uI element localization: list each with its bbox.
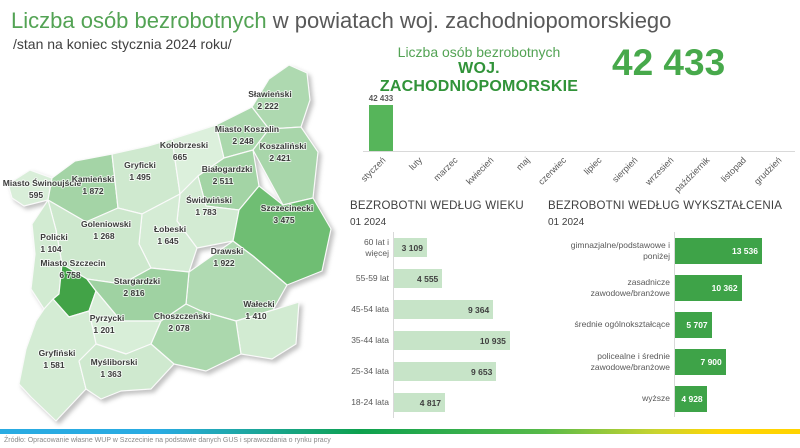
county-label: Szczecinecki (260, 203, 314, 213)
month-tick-label: październik (672, 155, 713, 195)
age-row (350, 325, 532, 356)
month-cell (579, 95, 615, 151)
age-row (350, 263, 532, 294)
county-value: 1 410 (245, 311, 267, 321)
county-value: 1 783 (195, 207, 217, 217)
county-label: Goleniowski (80, 219, 132, 229)
county-value: 2 816 (123, 288, 145, 298)
age-bar-zone (393, 232, 532, 263)
age-row (350, 294, 532, 325)
education-bar-value: 7 900 (700, 356, 722, 367)
county-label: Drawski (210, 246, 244, 256)
education-row (548, 232, 798, 269)
region-summary-label: Liczba osób bezrobotnych (397, 44, 561, 60)
month-tick-label: lipiec (582, 155, 605, 177)
month-tick-label: listopad (719, 155, 749, 185)
age-bar (394, 269, 442, 288)
monthly-chart (359, 94, 795, 197)
month-tick-label: sierpień (610, 155, 641, 185)
month-tick (464, 152, 507, 196)
education-bar-value: 10 362 (711, 282, 738, 293)
county-value: 665 (172, 152, 188, 162)
county-value: 1 581 (43, 360, 65, 370)
monthly-axis-labels (359, 152, 795, 196)
county-label: Pyrzycki (89, 313, 125, 323)
month-cell (615, 95, 651, 151)
month-cell (651, 95, 687, 151)
county-label: Stargardzki (113, 276, 161, 286)
education-bar-zone (674, 269, 798, 306)
month-tick-label: maj (514, 155, 533, 173)
education-bar-zone (674, 343, 798, 380)
age-bar-value: 4 817 (419, 397, 442, 408)
age-bar (394, 238, 427, 257)
county-value: 1 872 (82, 186, 104, 196)
education-category-label: gimnazjalne/podstawowe i poniżej (570, 239, 670, 261)
county-label: Gryfiński (38, 348, 76, 358)
month-tick (432, 152, 471, 196)
age-bar-zone (393, 325, 532, 356)
month-cell (759, 95, 795, 151)
county-label: Myśliborski (90, 357, 138, 367)
education-bar-value: 4 928 (681, 393, 703, 404)
county-label: Miasto Świnoujście (2, 178, 82, 188)
age-bar-zone (393, 356, 532, 387)
county-value: 2 421 (269, 153, 291, 163)
age-category-label: 55-59 lat (355, 273, 389, 284)
education-category-label: zasadnicze zawodowe/branżowe (590, 276, 670, 298)
age-chart (350, 200, 532, 418)
county-value: 6 758 (59, 270, 81, 280)
age-row (350, 232, 532, 263)
age-row (350, 387, 532, 418)
footer-gradient-bar (0, 429, 800, 434)
age-bar (394, 331, 510, 350)
county-value: 2 511 (212, 176, 234, 186)
education-bar (675, 312, 712, 338)
county-value: 1 104 (40, 244, 62, 254)
month-cell (399, 95, 435, 151)
region-summary-region: WOJ. ZACHODNIOPOMORSKIE (379, 60, 579, 95)
education-bar-zone (674, 306, 798, 343)
month-tick-label: wrzesień (643, 155, 677, 188)
month-tick-label: kwiecień (464, 155, 497, 187)
county-label: Kamieński (71, 174, 115, 184)
county-value: 1 268 (93, 231, 115, 241)
education-bar (675, 238, 762, 264)
monthly-bar (369, 105, 393, 151)
source-note: Źródło: Opracowanie własne WUP w Szczecinie na podstawie danych GUS i sprawozdania o rynku pracy (4, 437, 331, 444)
county-label: Choszczeński (153, 311, 211, 321)
county-label: Wałecki (243, 299, 275, 309)
age-row (350, 356, 532, 387)
month-tick (719, 152, 759, 196)
education-row (548, 269, 798, 306)
page-title-accent: Liczba osób bezrobotnych (11, 8, 267, 33)
age-chart-title: BEZROBOTNI WEDŁUG WIEKU (350, 200, 524, 212)
county-map (0, 58, 340, 430)
education-bar-zone (674, 380, 798, 417)
county-value: 2 222 (257, 101, 279, 111)
month-tick-label: grudzień (752, 155, 785, 187)
education-row (548, 343, 798, 380)
month-tick (610, 152, 651, 196)
county-label: Policki (40, 232, 68, 242)
education-bar-value: 5 707 (686, 319, 708, 330)
education-bar (675, 349, 726, 375)
month-cell (723, 95, 759, 151)
county-label: Sławieński (248, 89, 292, 99)
county-value: 2 078 (168, 323, 190, 333)
month-tick (579, 152, 615, 196)
age-bar (394, 300, 493, 319)
month-cell (507, 95, 543, 151)
month-tick-label: marzec (432, 155, 461, 183)
education-bar (675, 386, 707, 412)
month-cell (435, 95, 471, 151)
county-value: 3 475 (273, 215, 295, 225)
month-cell (471, 95, 507, 151)
county-value: 2 248 (232, 136, 254, 146)
education-bar-value: 13 536 (731, 245, 758, 256)
county-value: 1 201 (93, 325, 115, 335)
county-label: Łobeski (153, 224, 187, 234)
education-category-label: wyższe (642, 393, 670, 404)
age-category-label: 45-54 lata (351, 304, 389, 315)
age-category-label: 60 lat i więcej (363, 236, 389, 258)
age-bar-value: 4 555 (417, 273, 439, 284)
month-tick (752, 152, 795, 196)
county-miasto-swinoujscie (8, 170, 52, 206)
age-chart-subtitle: 01 2024 (350, 217, 387, 228)
age-category-label: 35-44 lata (351, 335, 389, 346)
education-chart-subtitle: 01 2024 (548, 217, 585, 228)
monthly-bar-value: 42 433 (368, 94, 394, 103)
age-category-label: 18-24 lata (351, 397, 389, 408)
page-title-rest: w powiatach woj. zachodniopomorskiego (266, 8, 672, 33)
page-title (11, 8, 671, 34)
month-tick-label: czerwiec (536, 155, 569, 187)
county-label: Białogardzki (201, 164, 253, 174)
age-bar-value: 10 935 (479, 335, 506, 346)
month-tick (507, 152, 543, 196)
age-bar-value: 9 364 (467, 304, 490, 315)
education-row (548, 306, 798, 343)
county-label: Miasto Koszalin (214, 124, 280, 134)
age-bar (394, 362, 496, 381)
page-subtitle: /stan na koniec stycznia 2024 roku/ (13, 36, 232, 52)
county-label: Miasto Szczecin (40, 258, 106, 268)
month-cell (363, 95, 399, 151)
age-bar-value: 3 109 (401, 242, 423, 253)
age-bar (394, 393, 445, 412)
region-total-value: 42 433 (612, 42, 726, 83)
month-cell (687, 95, 723, 151)
age-bar-zone (393, 263, 532, 294)
month-tick (672, 152, 723, 196)
age-bar-value: 9 653 (471, 366, 493, 377)
month-cell (543, 95, 579, 151)
county-value: 1 363 (100, 369, 122, 379)
county-label: Świdwiński (186, 195, 232, 205)
county-value: 1 922 (213, 258, 235, 268)
age-bar-zone (393, 294, 532, 325)
county-value: 1 645 (157, 236, 179, 246)
age-category-label: 25-34 lata (351, 366, 389, 377)
education-chart (548, 200, 798, 417)
education-chart-title: BEZROBOTNI WEDŁUG WYKSZTAŁCENIA (548, 200, 783, 212)
education-row (548, 380, 798, 417)
county-value: 1 495 (129, 172, 151, 182)
county-label: Koszaliński (259, 141, 307, 151)
education-bar-zone (674, 232, 798, 269)
monthly-chart-plot (363, 95, 795, 152)
month-tick (359, 152, 399, 196)
education-category-label: średnie ogólnokształcące (574, 319, 670, 330)
education-category-label: policealne i średnie zawodowe/branżowe (590, 350, 670, 372)
education-bar (675, 275, 742, 301)
month-tick-label: luty (407, 155, 425, 172)
month-tick (399, 152, 435, 196)
month-tick-label: styczeń (359, 155, 389, 184)
age-bar-zone (393, 387, 532, 418)
month-tick (536, 152, 579, 196)
county-label: Gryficki (124, 160, 156, 170)
county-label: Kołobrzeski (159, 140, 209, 150)
region-summary (362, 44, 596, 96)
county-value: 595 (28, 190, 44, 200)
